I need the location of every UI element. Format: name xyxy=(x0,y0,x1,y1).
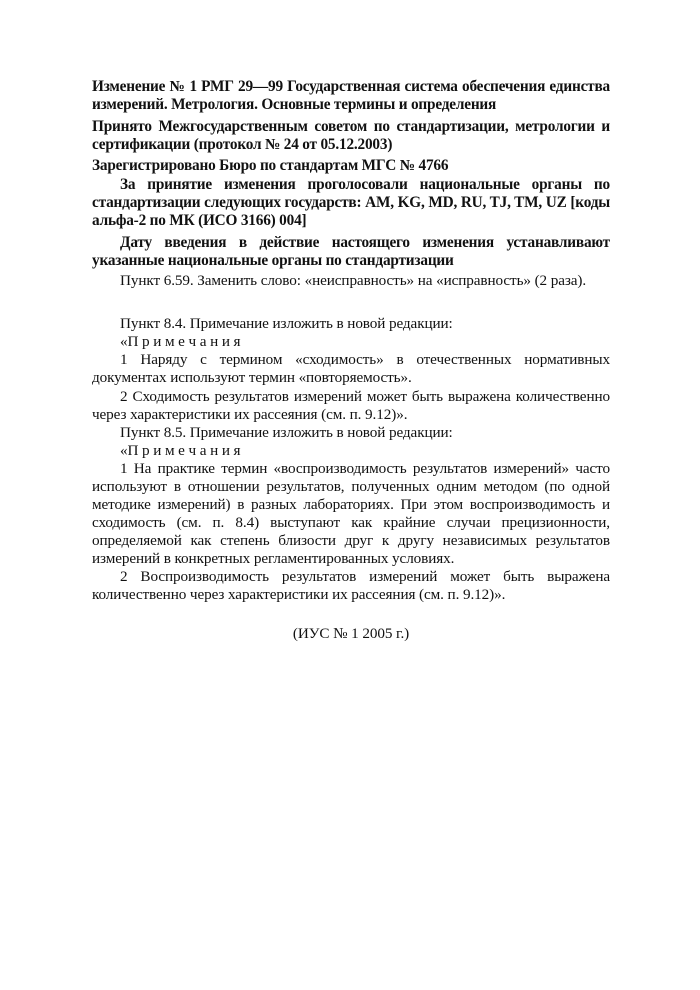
note-8-5-1: 1 На практике термин «воспроизводимость результатов измерений» часто используют в отношении результатов, полученных одним методом (по одной методике измерений) в разных лабораториях. При этом воспроизводимость и сходимость (см. п. 8.4) выступают как крайние случаи прецизионности, определяемой как степень близости друг к другу независимых результатов измерений в конкретных регламентированных условиях. xyxy=(92,460,610,567)
publication-source: (ИУС № 1 2005 г.) xyxy=(292,625,410,642)
note-8-4-1: 1 Наряду с термином «сходимость» в отечественных нормативных документах используют термин «повторяемость». xyxy=(92,351,610,386)
notes-label-8-5: «П р и м е ч а н и я xyxy=(120,442,241,459)
registration-statement: Зарегистрировано Бюро по стандартам МГС № 4766 xyxy=(92,157,449,174)
item-8-4-intro: Пункт 8.4. Примечание изложить в новой редакции: xyxy=(120,315,453,332)
amendment-title: Изменение № 1 РМГ 29—99 Государственная система обеспечения единства измерений. Метрология. Основные термины и определения xyxy=(92,78,610,113)
item-8-5-intro: Пункт 8.5. Примечание изложить в новой редакции: xyxy=(120,424,453,441)
effective-date-statement: Дату введения в действие настоящего изменения устанавливают указанные национальные органы по стандартизации xyxy=(92,234,610,269)
voting-statement: За принятие изменения проголосовали национальные органы по стандартизации следующих государств: AM, KG, MD, RU, TJ, TM, UZ [коды альфа-2 по МК (ИСО 3166) 004] xyxy=(92,176,610,229)
note-8-5-2: 2 Воспроизводимость результатов измерений может быть выражена количественно через характеристики их рассеяния (см. п. 9.12)». xyxy=(92,568,610,603)
note-8-4-2: 2 Сходимость результатов измерений может быть выражена количественно через характеристики их рассеяния (см. п. 9.12)». xyxy=(92,388,610,423)
item-6-59: Пункт 6.59. Заменить слово: «неисправность» на «исправность» (2 раза). xyxy=(120,272,587,289)
adopted-statement: Принято Межгосударственным советом по стандартизации, метрологии и сертификации (протокол № 24 от 05.12.2003) xyxy=(92,118,610,153)
notes-label-8-4: «П р и м е ч а н и я xyxy=(120,333,241,350)
